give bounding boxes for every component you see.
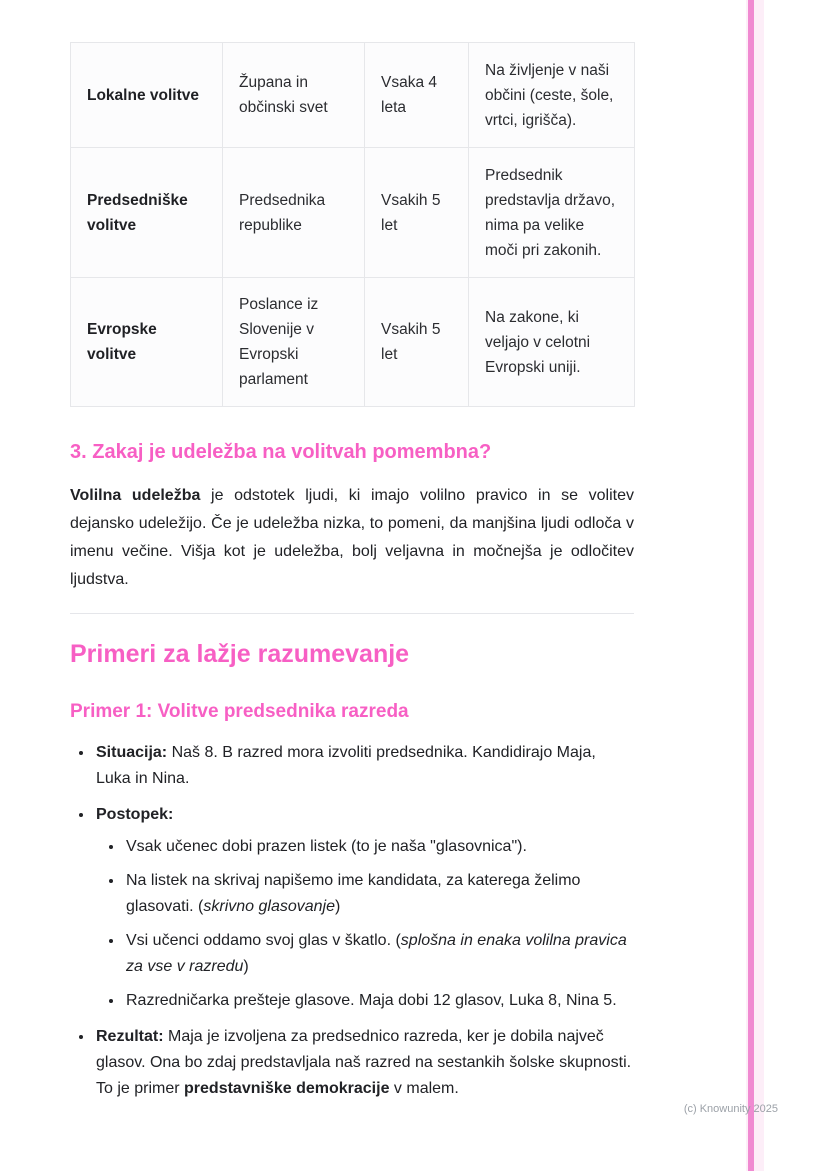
document-page (70, 42, 634, 1102)
table-row (71, 43, 635, 148)
turnout-text: je odstotek ljudi, ki imajo volilno pravico in se volitev dejansko udeležijo. Če je udeležba nizka, to pomeni, da manjšina ljudi odloča v imenu večine. Višja kot je udeležba, bolj veljavna in močnejša je odločitev ljudstva. (70, 487, 635, 588)
cell-interval: Vsakih 5 let (365, 148, 469, 278)
section-divider (70, 613, 634, 614)
turnout-term: Volilna udeležba (70, 487, 201, 504)
list-item-rezultat (94, 1024, 634, 1102)
step-text: Na listek na skrivaj napišemo ime kandidata, za katerega želimo glasovati. ( (126, 872, 581, 915)
cell-who-is-elected: Predsednika republike (223, 148, 365, 278)
footer-copyright: (c) Knowunity 2025 (683, 1103, 778, 1115)
cell-impact: Na življenje v naši občini (ceste, šole, vrtci, igrišča). (469, 43, 635, 148)
postopek-label: Postopek: (96, 806, 174, 823)
step-text: Vsak učenec dobi prazen listek (to je naša "glasovnica"). (126, 838, 527, 855)
elections-table (70, 42, 635, 407)
cell-impact: Predsednik predstavlja državo, nima pa velike moči pri zakonih. (469, 148, 635, 278)
list-item-step (124, 988, 634, 1014)
cell-interval: Vsaka 4 leta (365, 43, 469, 148)
table-row (71, 278, 635, 407)
step-text: ) (243, 958, 249, 975)
situacija-label: Situacija: (96, 744, 168, 761)
cell-who-is-elected: Poslance iz Slovenije v Evropski parlament (223, 278, 365, 407)
section3-heading: 3. Zakaj je udeležba na volitvah pomembna? (70, 441, 492, 463)
step-text: ) (335, 898, 341, 915)
rezultat-term: predstavniške demokracije (184, 1080, 390, 1097)
list-item-step (124, 834, 634, 860)
postopek-steps-list (96, 834, 634, 1014)
step-text: Vsi učenci oddamo svoj glas v škatlo. ( (126, 932, 401, 949)
turnout-paragraph (70, 482, 634, 594)
cell-interval: Vsakih 5 let (365, 278, 469, 407)
list-item-situacija (94, 740, 634, 792)
example1-list (70, 740, 634, 1102)
rezultat-text: Maja je izvoljena za predsednico razreda, ker je dobila največ glasov. Ona bo zdaj predstavljala naš razred na sestankih šolske skupnosti. To je primer (96, 1028, 632, 1097)
step-text: Razredničarka prešteje glasove. Maja dobi 12 glasov, Luka 8, Nina 5. (126, 992, 617, 1009)
example1-heading: Primer 1: Volitve predsednika razreda (70, 701, 409, 722)
list-item-step (124, 928, 634, 980)
cell-impact: Na zakone, ki veljajo v celotni Evropski uniji. (469, 278, 635, 407)
cell-who-is-elected: Župana in občinski svet (223, 43, 365, 148)
list-item-step (124, 868, 634, 920)
examples-heading: Primeri za lažje razumevanje (70, 640, 410, 668)
table-row (71, 148, 635, 278)
situacija-text: Naš 8. B razred mora izvoliti predsednika. Kandidirajo Maja, Luka in Nina. (96, 744, 596, 787)
cell-election-type: Evropske volitve (71, 278, 223, 407)
cell-election-type: Predsedniške volitve (71, 148, 223, 278)
step-italic-note: splošna in enaka volilna pravica za vse v razredu (126, 932, 627, 975)
step-italic-note: skrivno glasovanje (203, 898, 335, 915)
page-edge-accent (748, 0, 754, 1171)
list-item-postopek (94, 802, 634, 1014)
rezultat-label: Rezultat: (96, 1028, 164, 1045)
rezultat-text-end: v malem. (389, 1080, 459, 1097)
cell-election-type: Lokalne volitve (71, 43, 223, 148)
